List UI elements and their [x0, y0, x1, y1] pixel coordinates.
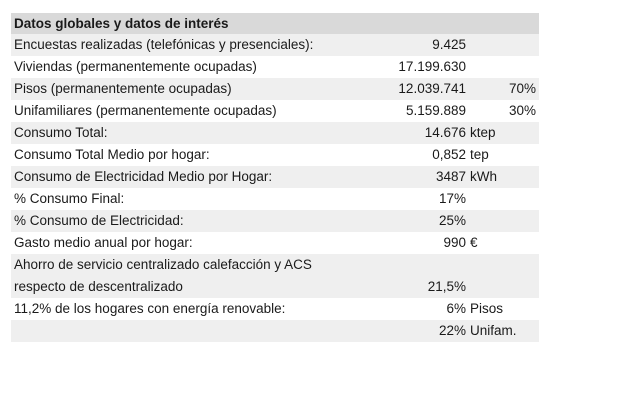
row-value: 22%	[438, 323, 466, 338]
row-value: 9.425	[432, 37, 466, 52]
row-value: 990	[443, 235, 466, 250]
row-label: Ahorro de servicio centralizado calefacción y ACS	[14, 257, 312, 272]
row-value: 25%	[438, 213, 466, 228]
row-value: 14.676	[424, 125, 466, 140]
table-row	[11, 210, 539, 232]
row-percent: 70%	[508, 81, 536, 96]
row-value: 21,5%	[427, 279, 466, 294]
row-label: Consumo Total Medio por hogar:	[14, 147, 210, 162]
table-row	[11, 166, 539, 188]
table-title-row	[11, 13, 539, 34]
row-unit: Pisos	[470, 301, 504, 316]
table-row	[11, 276, 539, 298]
row-label: Encuestas realizadas (telefónicas y presenciales):	[14, 37, 314, 52]
row-label: respecto de descentralizado	[14, 279, 183, 294]
table-row	[11, 56, 539, 78]
row-unit: Unifam.	[470, 323, 517, 338]
row-value: 3487	[435, 169, 466, 184]
table-row	[11, 122, 539, 144]
row-label: Pisos (permanentemente ocupadas)	[14, 81, 232, 96]
row-label: 11,2% de los hogares con energía renovable:	[14, 301, 286, 316]
row-unit: kWh	[470, 169, 497, 184]
table-title: Datos globales y datos de interés	[14, 16, 229, 31]
table-row	[11, 34, 539, 56]
row-value: 12.039.741	[398, 81, 466, 96]
table-row	[11, 298, 539, 320]
row-label: Viviendas (permanentemente ocupadas)	[14, 59, 257, 74]
table-row	[11, 100, 539, 122]
row-unit: tep	[470, 147, 489, 162]
row-value: 0,852	[432, 147, 466, 162]
table-row	[11, 254, 539, 276]
row-label: % Consumo de Electricidad:	[14, 213, 184, 228]
row-value: 17%	[438, 191, 466, 206]
row-label: % Consumo Final:	[14, 191, 125, 206]
table-body	[11, 34, 539, 342]
row-percent: 30%	[508, 103, 536, 118]
row-unit: €	[470, 235, 478, 250]
row-label: Unifamiliares (permanentemente ocupadas)	[14, 103, 277, 118]
row-label: Gasto medio anual por hogar:	[14, 235, 193, 250]
table-row	[11, 320, 539, 342]
table-row	[11, 188, 539, 210]
table-row	[11, 232, 539, 254]
row-label: Consumo Total:	[14, 125, 108, 140]
row-value: 17.199.630	[398, 59, 466, 74]
table-row	[11, 78, 539, 100]
table-row	[11, 144, 539, 166]
row-value: 6%	[446, 301, 466, 316]
data-table	[11, 13, 539, 342]
row-unit: ktep	[470, 125, 496, 140]
row-value: 5.159.889	[405, 103, 466, 118]
row-label: Consumo de Electricidad Medio por Hogar:	[14, 169, 273, 184]
